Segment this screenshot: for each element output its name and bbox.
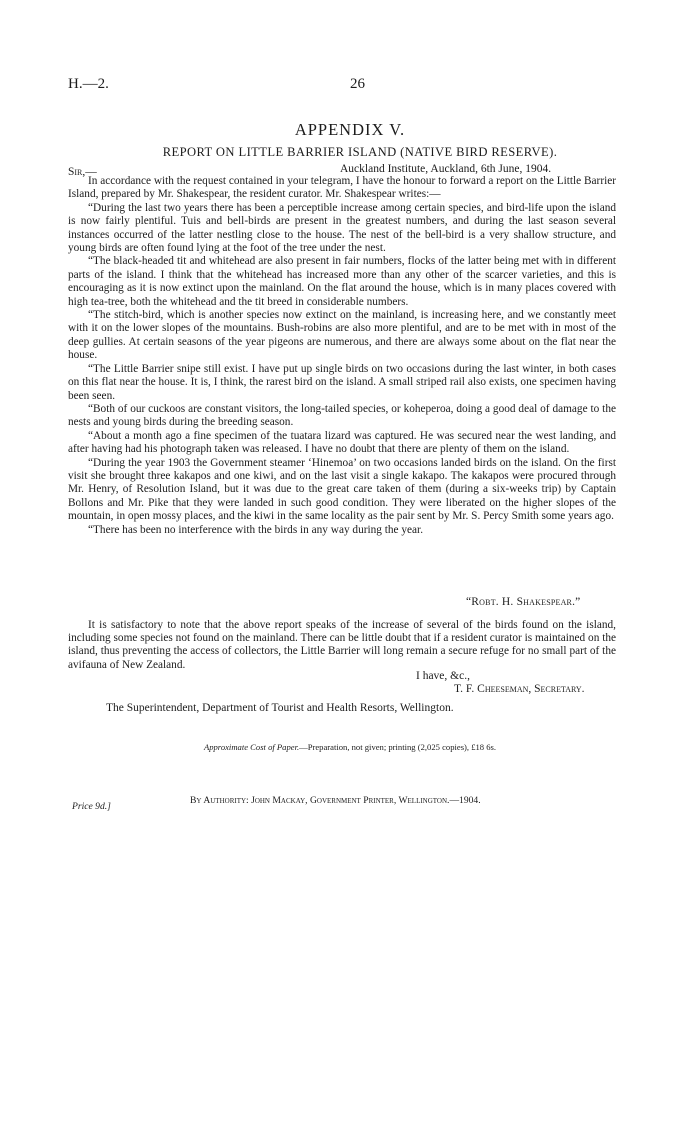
- paragraph: “During the year 1903 the Government steamer ‘Hinemoa’ on two occasions landed birds on the island. On the first visit she brought three kakapos and one kiwi, and on the last visit a single kakapo. The kakapos were procured through Mr. Henry, of Resolution Island, but it was due to the great care taken of them (during a six-weeks trip) by Captain Bollons and Mr. Pike that they were landed in such good condition. They were liberated on the higher slopes of the mountain, in open mossy places, and the kiwi in the same locality as the pair sent by Mr. S. Percy Smith some years ago.: [68, 456, 616, 523]
- paragraph: In accordance with the request contained in your telegram, I have the honour to forward a report on the Little Barrier Island, prepared by Mr. Shakespear, the resident curator. Mr. Shakespear writes:—: [68, 175, 616, 201]
- document-reference: H.—2.: [68, 76, 109, 92]
- paragraph: “During the last two years there has been a perceptible increase among certain species, and bird-life upon the island is now fairly plentiful. Tuis and bell-birds are present in the greatest numbers, and during the last season several instances occurred of the latter nestling close to the house. The nest of the bell-bird is a very shallow structure, and young birds are often found lying at the foot of the tree under the nest.: [68, 201, 616, 255]
- page-number: 26: [350, 76, 365, 92]
- addressee: The Superintendent, Department of Tourist and Health Resorts, Wellington.: [106, 702, 454, 714]
- closing-section: [68, 619, 616, 672]
- price: Price 9d.]: [72, 801, 111, 812]
- paragraph: “About a month ago a fine specimen of the tuatara lizard was captured. He was secured near the west landing, and after having had his photograph taken was released. I have no doubt that there are plenty of them on the island.: [68, 429, 616, 456]
- shakespear-signature: “Robt. H. Shakespear.”: [466, 596, 581, 608]
- valediction: I have, &c.,: [416, 670, 470, 682]
- report-body: [68, 175, 616, 537]
- paragraph: “The stitch-bird, which is another species now extinct on the mainland, is increasing here, and we constantly meet with it on the lower slopes of the mountains. Bush-robins are also more plentiful, and are to be met with in most of the deep gullies. At certain seasons of the year pigeons are numerous, and there are always some about on the flat near the house.: [68, 309, 616, 362]
- printer-imprint: By Authority: John Mackay, Government Printer, Wellington.—1904.: [190, 795, 481, 806]
- cost-text: —Preparation, not given; printing (2,025 copies), £18 6s.: [299, 742, 497, 752]
- paragraph: “Both of our cuckoos are constant visitors, the long-tailed species, or koheperoa, doing a good deal of damage to the nests and young birds during the breeding season.: [68, 402, 616, 429]
- appendix-title: APPENDIX V.: [294, 120, 406, 139]
- paragraph: “There has been no interference with the birds in any way during the year.: [88, 523, 424, 536]
- cost-of-paper: [0, 742, 700, 752]
- report-title: REPORT ON LITTLE BARRIER ISLAND (NATIVE BIRD RESERVE).: [162, 145, 558, 159]
- cheeseman-signature: T. F. Cheeseman, Secretary.: [454, 683, 585, 695]
- paragraph: “The Little Barrier snipe still exist. I have put up single birds on two occasions during the last winter, in both cases on this flat near the house. It is, I think, the rarest bird on the island. A small striped rail also exists, one specimen having been seen.: [68, 362, 616, 402]
- paragraph: “The black-headed tit and whitehead are also present in fair numbers, flocks of the latter being met with in different parts of the island. I think that the whitehead has increased more than any other of the scarcer varieties, and this is encouraging as it is now extinct upon the mainland. On the flat around the house, which is in many places covered with high tea-tree, both the whitehead and the tit breed in considerable numbers.: [68, 255, 616, 308]
- closing-paragraph: It is satisfactory to note that the above report speaks of the increase of several of the birds found on the island, including some species not found on the mainland. There can be little doubt that if a resident curator is maintained on the island, thus preventing the access of collectors, the Little Barrier will long remain a secure refuge for no small part of the avifauna of New Zealand.: [68, 619, 616, 671]
- salutation: Sir,—: [68, 166, 97, 178]
- cost-label: Approximate Cost of Paper.: [203, 742, 300, 752]
- dateline: Auckland Institute, Auckland, 6th June, 1904.: [340, 163, 552, 175]
